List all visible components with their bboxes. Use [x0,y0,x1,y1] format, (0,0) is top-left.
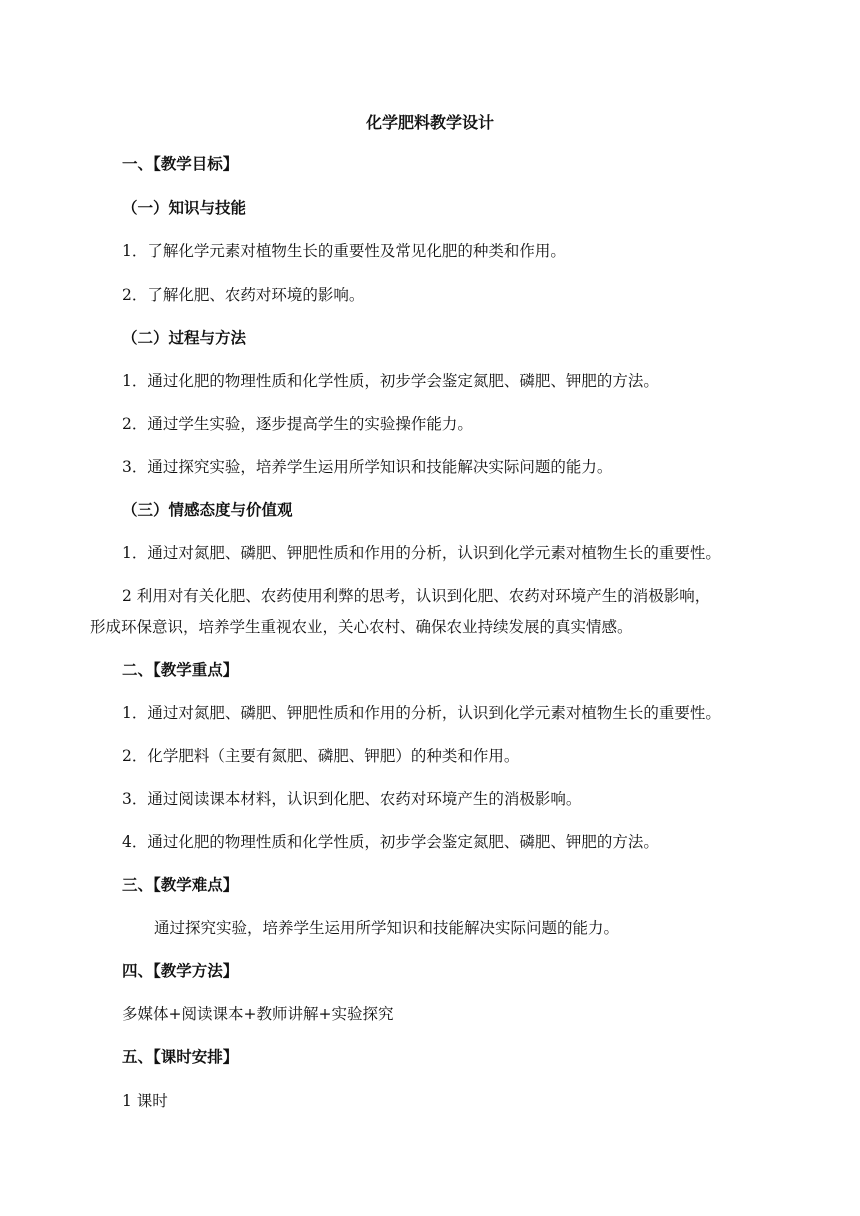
method-heading: 四、【教学方法】 [122,962,239,980]
key-heading: 二、【教学重点】 [122,661,239,679]
key-item-4: 4．通过化肥的物理性质和化学性质，初步学会鉴定氮肥、磷肥、钾肥的方法。 [122,833,659,851]
difficulty-heading: 三、【教学难点】 [122,876,239,894]
method-text: 多媒体+阅读课本+教师讲解+实验探究 [122,1005,394,1023]
emotion-item-2: 2 利用对有关化肥、农药使用利弊的思考，认识到化肥、农药对环境产生的消极影响， [122,587,711,605]
emotion-item-1: 1．通过对氮肥、磷肥、钾肥性质和作用的分析，认识到化学元素对植物生长的重要性。 [122,544,721,562]
key-item-1: 1．通过对氮肥、磷肥、钾肥性质和作用的分析，认识到化学元素对植物生长的重要性。 [122,704,721,722]
key-item-3: 3．通过阅读课本材料，认识到化肥、农药对环境产生的消极影响。 [122,790,582,808]
emotion-heading: （三）情感态度与价值观 [122,501,293,519]
knowledge-item-1: 1．了解化学元素对植物生长的重要性及常见化肥的种类和作用。 [122,242,566,260]
schedule-text: 1 课时 [122,1092,168,1110]
schedule-heading: 五、【课时安排】 [122,1048,239,1066]
process-heading: （二）过程与方法 [122,329,247,347]
knowledge-heading: （一）知识与技能 [122,199,247,217]
emotion-item-2-continued: 形成环保意识，培养学生重视农业，关心农村、确保农业持续发展的真实情感。 [90,618,633,636]
difficulty-text: 通过探究实验，培养学生运用所学知识和技能解决实际问题的能力。 [154,919,620,937]
process-item-3: 3．通过探究实验，培养学生运用所学知识和技能解决实际问题的能力。 [122,458,613,476]
goals-heading: 一、【教学目标】 [122,155,239,173]
process-item-1: 1．通过化肥的物理性质和化学性质，初步学会鉴定氮肥、磷肥、钾肥的方法。 [122,372,659,390]
document-title: 化学肥料教学设计 [365,113,494,132]
knowledge-item-2: 2．了解化肥、农药对环境的影响。 [122,286,365,304]
process-item-2: 2．通过学生实验，逐步提高学生的实验操作能力。 [122,415,473,433]
key-item-2: 2．化学肥料（主要有氮肥、磷肥、钾肥）的种类和作用。 [122,747,520,765]
